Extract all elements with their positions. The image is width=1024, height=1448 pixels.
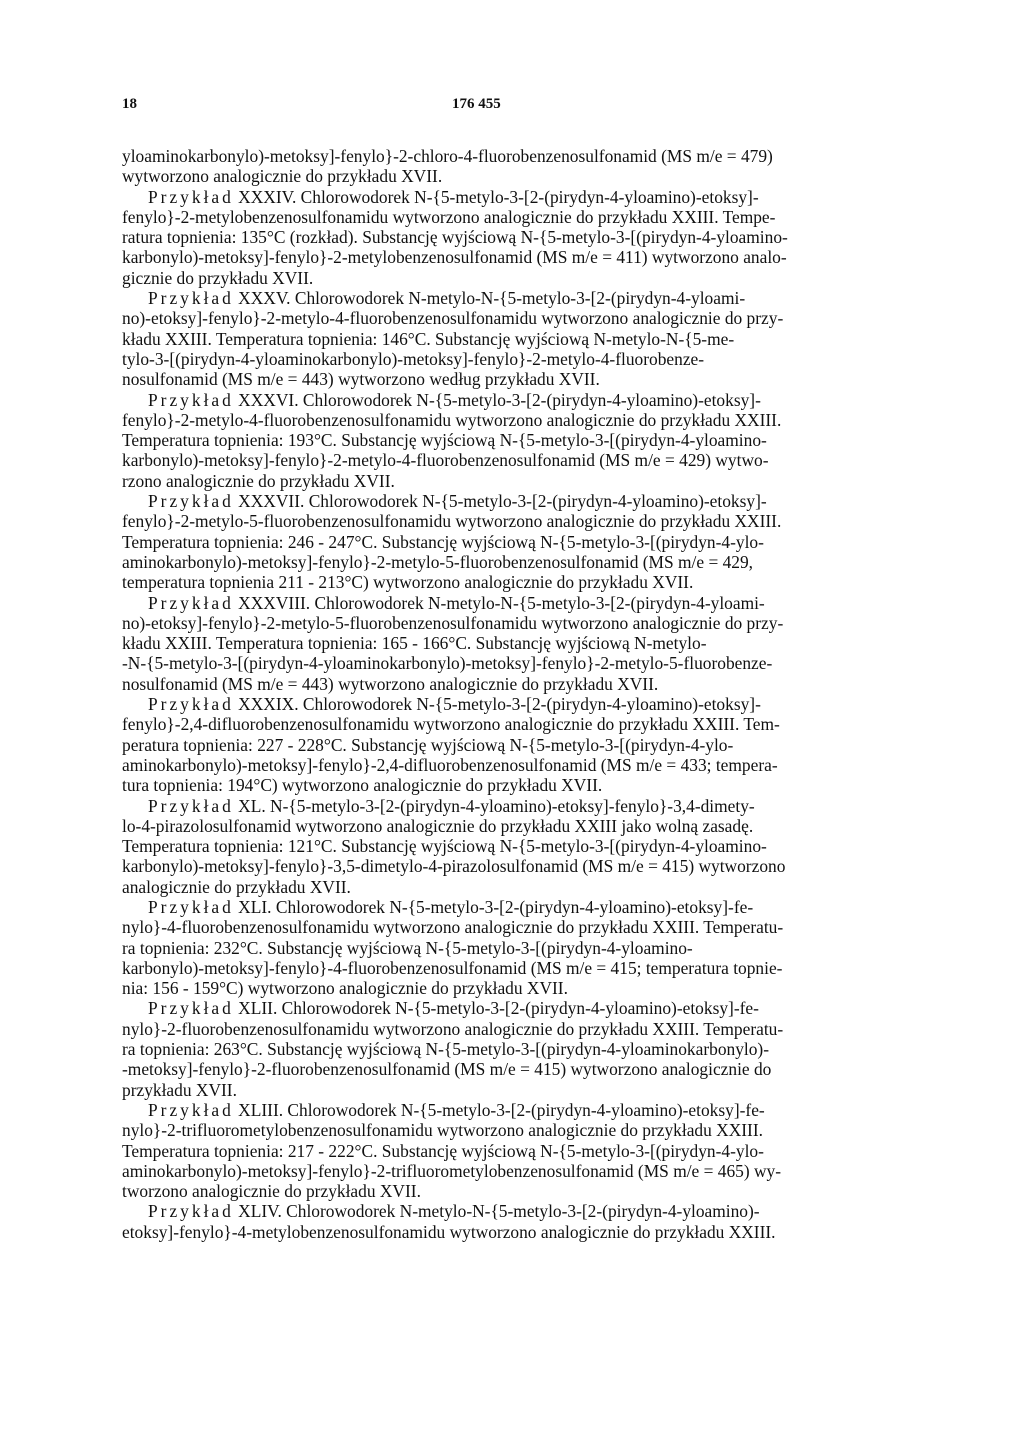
text-line <box>122 471 877 491</box>
line-text: Temperatura topnienia: 217 - 222°C. Substancję wyjściową N-{5-metylo-3-[(pirydyn-4-ylo- <box>122 1140 764 1161</box>
text-line <box>122 450 877 470</box>
line-text: nosulfonamid (MS m/e = 443) wytworzono według przykładu XVII. <box>122 369 600 390</box>
line-text: yloaminokarbonylo)-metoksy]-fenylo}-2-chloro-4-fluorobenzenosulfonamid (MS m/e = 479) <box>122 146 773 166</box>
patent-number: 176 455 <box>452 96 501 112</box>
example-heading-line <box>122 897 877 917</box>
line-text: no)-etoksy]-fenylo}-2-metylo-5-fluorobenzenosulfonamidu wytworzono analogicznie do przy- <box>122 612 784 633</box>
line-text: przykładu XVII. <box>122 1079 237 1100</box>
body-text <box>122 146 877 1242</box>
example-label: Przykład <box>148 694 234 715</box>
example-heading-line <box>122 491 877 511</box>
text-line <box>122 1039 877 1059</box>
text-line <box>122 958 877 978</box>
line-text: aminokarbonylo)-metoksy]-fenylo}-2-metylo-5-fluorobenzenosulfonamid (MS m/e = 429, <box>122 551 754 572</box>
text-line <box>122 207 877 227</box>
line-text: gicznie do przykładu XVII. <box>122 267 314 288</box>
example-label: Przykład <box>148 1201 234 1222</box>
line-text: tura topnienia: 194°C) wytworzono analogicznie do przykładu XVII. <box>122 775 603 796</box>
text-line <box>122 268 877 288</box>
line-text: nylo}-2-fluorobenzenosulfonamidu wytworzono analogicznie do przykładu XXIII. Temperatu- <box>122 1018 784 1039</box>
line-text: kładu XXIII. Temperatura topnienia: 165 - 166°C. Substancję wyjściową N-metylo- <box>122 633 707 654</box>
text-line <box>122 430 877 450</box>
example-heading-line <box>122 187 877 207</box>
line-text: karbonylo)-metoksy]-fenylo}-3,5-dimetylo-4-pirazolosulfonamid (MS m/e = 415) wytworzono <box>122 856 786 877</box>
line-text: XXXVI. Chlorowodorek N-{5-metylo-3-[2-(pirydyn-4-yloamino)-etoksy]- <box>233 389 761 410</box>
text-line <box>122 1059 877 1079</box>
line-text: nylo}-4-fluorobenzenosulfonamidu wytworzono analogicznie do przykładu XXIII. Temperatu- <box>122 917 784 938</box>
line-text: XXXIV. Chlorowodorek N-{5-metylo-3-[2-(pirydyn-4-yloamino)-etoksy]- <box>233 186 759 207</box>
line-text: XLI. Chlorowodorek N-{5-metylo-3-[2-(pirydyn-4-yloamino)-etoksy]-fe- <box>233 896 754 917</box>
line-text: fenylo}-2,4-difluorobenzenosulfonamidu wytworzono analogicznie do przykładu XXIII. Tem- <box>122 714 780 735</box>
text-line <box>122 349 877 369</box>
line-text: nosulfonamid (MS m/e = 443) wytworzono analogicznie do przykładu XVII. <box>122 673 659 694</box>
line-text: Temperatura topnienia: 246 - 247°C. Substancję wyjściową N-{5-metylo-3-[(pirydyn-4-ylo- <box>122 531 764 552</box>
line-text: aminokarbonylo)-metoksy]-fenylo}-2,4-difluorobenzenosulfonamid (MS m/e = 433; tempera- <box>122 754 778 775</box>
text-line <box>122 1181 877 1201</box>
text-line <box>122 836 877 856</box>
text-line <box>122 166 877 186</box>
text-line <box>122 572 877 592</box>
text-line <box>122 227 877 247</box>
line-text: karbonylo)-metoksy]-fenylo}-4-fluorobenzenosulfonamid (MS m/e = 415; temperatura topnie- <box>122 957 783 978</box>
line-text: tylo-3-[(pirydyn-4-yloaminokarbonylo)-metoksy]-fenylo}-2-metylo-4-fluorobenze- <box>122 348 705 369</box>
text-line <box>122 714 877 734</box>
line-text: -metoksy]-fenylo}-2-fluorobenzenosulfonamid (MS m/e = 415) wytworzono analogicznie do <box>122 1059 772 1080</box>
line-text: fenylo}-2-metylobenzenosulfonamidu wytworzono analogicznie do przykładu XXIII. Tempe- <box>122 206 776 227</box>
text-line <box>122 552 877 572</box>
example-label: Przykład <box>148 491 234 512</box>
line-text: fenylo}-2-metylo-4-fluorobenzenosulfonamidu wytworzono analogicznie do przykładu XXIII. <box>122 409 782 430</box>
line-text: XXXV. Chlorowodorek N-metylo-N-{5-metylo-3-[2-(pirydyn-4-yloami- <box>233 288 746 309</box>
line-text: wytworzono analogicznie do przykładu XVII. <box>122 166 443 187</box>
line-text: rzono analogicznie do przykładu XVII. <box>122 470 395 491</box>
line-text: tworzono analogicznie do przykładu XVII. <box>122 1181 421 1202</box>
page-number: 18 <box>122 96 137 112</box>
example-heading-line <box>122 390 877 410</box>
text-line <box>122 775 877 795</box>
text-line <box>122 613 877 633</box>
text-line <box>122 978 877 998</box>
line-text: aminokarbonylo)-metoksy]-fenylo}-2-trifluorometylobenzenosulfonamid (MS m/e = 465) wy- <box>122 1160 782 1181</box>
text-line <box>122 653 877 673</box>
line-text: fenylo}-2-metylo-5-fluorobenzenosulfonamidu wytworzono analogicznie do przykładu XXIII. <box>122 511 782 532</box>
line-text: ra topnienia: 263°C. Substancję wyjściową N-{5-metylo-3-[(pirydyn-4-yloaminokarbonylo)- <box>122 1039 770 1060</box>
text-line <box>122 146 877 166</box>
text-line <box>122 329 877 349</box>
example-label: Przykład <box>148 795 234 816</box>
text-line <box>122 1222 877 1242</box>
line-text: ratura topnienia: 135°C (rozkład). Substancję wyjściową N-{5-metylo-3-[(pirydyn-4-yloamino- <box>122 227 788 248</box>
line-text: ra topnienia: 232°C. Substancję wyjściową N-{5-metylo-3-[(pirydyn-4-yloamino- <box>122 937 693 958</box>
text-line <box>122 674 877 694</box>
text-line <box>122 633 877 653</box>
line-text: analogicznie do przykładu XVII. <box>122 876 351 897</box>
line-text: nia: 156 - 159°C) wytworzono analogicznie do przykładu XVII. <box>122 978 568 999</box>
line-text: Temperatura topnienia: 193°C. Substancję wyjściową N-{5-metylo-3-[(pirydyn-4-yloamino- <box>122 430 767 451</box>
line-text: XLIV. Chlorowodorek N-metylo-N-{5-metylo-3-[2-(pirydyn-4-yloamino)- <box>233 1201 760 1222</box>
text-line <box>122 917 877 937</box>
example-heading-line <box>122 593 877 613</box>
line-text: no)-etoksy]-fenylo}-2-metylo-4-fluorobenzenosulfonamidu wytworzono analogicznie do przy- <box>122 308 784 329</box>
text-line <box>122 938 877 958</box>
text-line <box>122 856 877 876</box>
text-line <box>122 532 877 552</box>
line-text: XXXVIII. Chlorowodorek N-metylo-N-{5-metylo-3-[2-(pirydyn-4-yloami- <box>233 592 765 613</box>
example-heading-line <box>122 694 877 714</box>
line-text: peratura topnienia: 227 - 228°C. Substancję wyjściową N-{5-metylo-3-[(pirydyn-4-ylo- <box>122 734 734 755</box>
text-line <box>122 877 877 897</box>
text-line <box>122 369 877 389</box>
text-line <box>122 247 877 267</box>
line-text: lo-4-pirazolosulfonamid wytworzono analogicznie do przykładu XXIII jako wolną zasadę. <box>122 815 754 836</box>
line-text: Temperatura topnienia: 121°C. Substancję wyjściową N-{5-metylo-3-[(pirydyn-4-yloamino- <box>122 836 767 857</box>
line-text: etoksy]-fenylo}-4-metylobenzenosulfonamidu wytworzono analogicznie do przykładu XXIII. <box>122 1221 776 1242</box>
text-line <box>122 1120 877 1140</box>
text-line <box>122 308 877 328</box>
example-label: Przykład <box>148 1099 234 1120</box>
text-line <box>122 816 877 836</box>
example-label: Przykład <box>148 592 234 613</box>
example-label: Przykład <box>148 186 234 207</box>
text-line <box>122 755 877 775</box>
example-heading-line <box>122 796 877 816</box>
line-text: XXXIX. Chlorowodorek N-{5-metylo-3-[2-(pirydyn-4-yloamino)-etoksy]- <box>233 694 761 715</box>
text-line <box>122 511 877 531</box>
text-line <box>122 410 877 430</box>
example-heading-line <box>122 1100 877 1120</box>
example-heading-line <box>122 1201 877 1221</box>
line-text: karbonylo)-metoksy]-fenylo}-2-metylo-4-fluorobenzenosulfonamid (MS m/e = 429) wytwo- <box>122 450 769 471</box>
line-text: kładu XXIII. Temperatura topnienia: 146°C. Substancję wyjściową N-metylo-N-{5-me- <box>122 328 735 349</box>
example-label: Przykład <box>148 896 234 917</box>
example-heading-line <box>122 288 877 308</box>
example-label: Przykład <box>148 288 234 309</box>
line-text: XL. N-{5-metylo-3-[2-(pirydyn-4-yloamino)-etoksy]-fenylo}-3,4-dimety- <box>233 795 755 816</box>
text-line <box>122 1019 877 1039</box>
example-label: Przykład <box>148 998 234 1019</box>
text-line <box>122 735 877 755</box>
line-text: karbonylo)-metoksy]-fenylo}-2-metylobenzenosulfonamid (MS m/e = 411) wytworzono analo- <box>122 247 787 268</box>
line-text: XXXVII. Chlorowodorek N-{5-metylo-3-[2-(pirydyn-4-yloamino)-etoksy]- <box>233 491 767 512</box>
text-line <box>122 1141 877 1161</box>
example-heading-line <box>122 998 877 1018</box>
line-text: nylo}-2-trifluorometylobenzenosulfonamidu wytworzono analogicznie do przykładu XXIII. <box>122 1120 763 1141</box>
text-line <box>122 1080 877 1100</box>
line-text: XLIII. Chlorowodorek N-{5-metylo-3-[2-(pirydyn-4-yloamino)-etoksy]-fe- <box>233 1099 765 1120</box>
page-header <box>122 96 879 116</box>
line-text: XLII. Chlorowodorek N-{5-metylo-3-[2-(pirydyn-4-yloamino)-etoksy]-fe- <box>233 998 759 1019</box>
text-line <box>122 1161 877 1181</box>
line-text: -N-{5-metylo-3-[(pirydyn-4-yloaminokarbonylo)-metoksy]-fenylo}-2-metylo-5-fluorobenze- <box>122 653 773 674</box>
line-text: temperatura topnienia 211 - 213°C) wytworzono analogicznie do przykładu XVII. <box>122 572 694 593</box>
example-label: Przykład <box>148 389 234 410</box>
